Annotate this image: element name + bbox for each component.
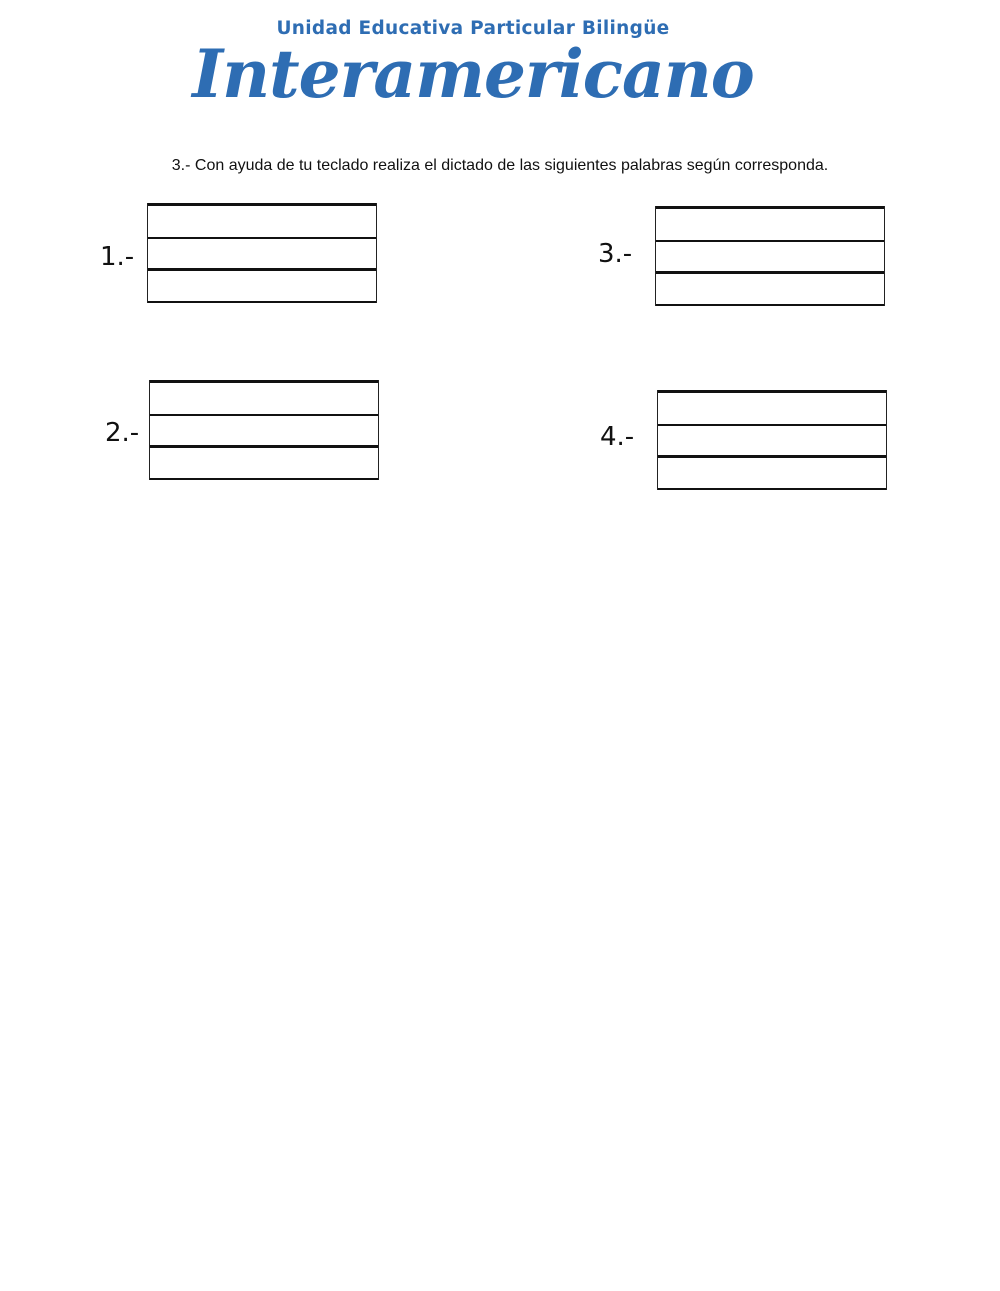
answer-box-4[interactable]	[657, 390, 887, 490]
writing-line	[148, 301, 376, 303]
writing-line	[656, 206, 884, 209]
writing-line	[150, 414, 378, 416]
item-label-3: 3.-	[598, 239, 633, 269]
writing-line	[658, 424, 886, 426]
school-name: Unidad Educativa Particular Bilingüe	[276, 18, 670, 39]
writing-line	[656, 304, 884, 306]
writing-line	[658, 455, 886, 458]
writing-line	[658, 488, 886, 490]
writing-line	[148, 237, 376, 239]
item-label-4: 4.-	[600, 422, 635, 452]
answer-box-1[interactable]	[147, 203, 377, 303]
answer-box-2[interactable]	[149, 380, 379, 480]
writing-line	[150, 478, 378, 480]
writing-line	[656, 271, 884, 274]
item-label-1: 1.-	[100, 242, 135, 272]
writing-line	[150, 380, 378, 383]
item-label-2: 2.-	[105, 418, 140, 448]
school-logo: Interamericano	[192, 35, 754, 113]
writing-line	[148, 268, 376, 271]
header	[0, 0, 1000, 130]
writing-line	[148, 203, 376, 206]
writing-line	[150, 445, 378, 448]
answer-box-3[interactable]	[655, 206, 885, 306]
writing-line	[656, 240, 884, 242]
writing-line	[658, 390, 886, 393]
exercise-instruction: 3.- Con ayuda de tu teclado realiza el dictado de las siguientes palabras según corresponda.	[171, 157, 829, 174]
